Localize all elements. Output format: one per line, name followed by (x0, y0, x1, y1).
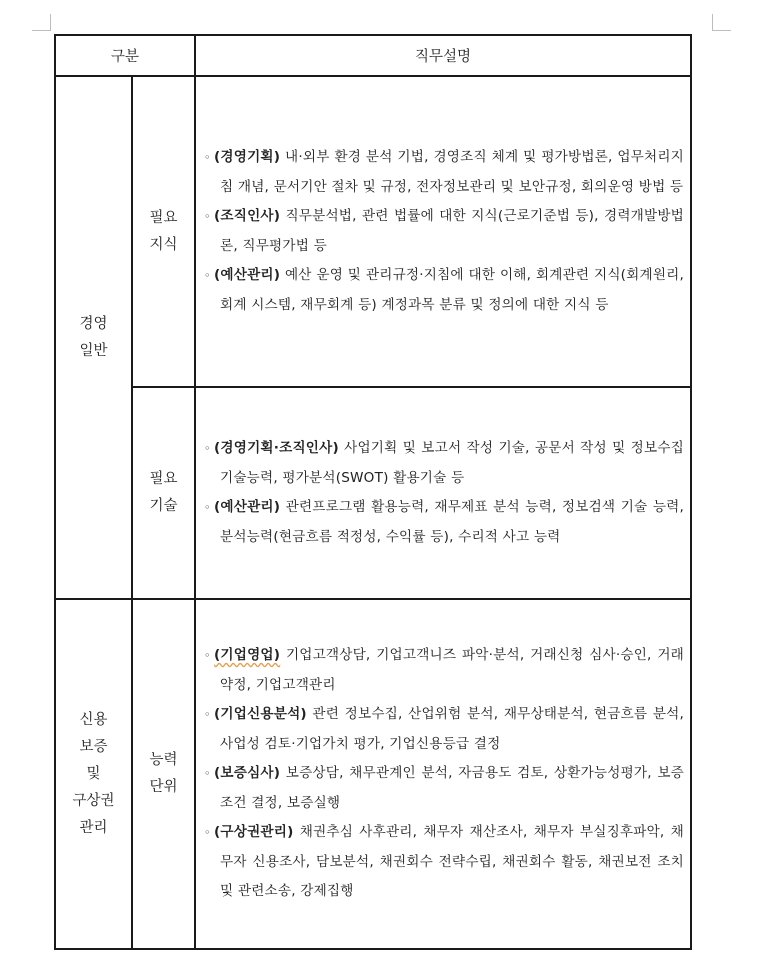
item-text: 관련프로그램 활용능력, 재무제표 분석 능력, 정보검색 기술 능력, 분석능력(현금흐름 적정성, 수익률 등), 수리적 사고 능력 (220, 499, 685, 545)
item-heading: (기업신용분석) (214, 706, 307, 723)
subcategory-text: 필요 (149, 209, 178, 226)
list-item (204, 759, 684, 818)
item-heading: (예산관리) (214, 267, 281, 283)
category-text: 경영 (79, 315, 108, 332)
item-text: 관련 정보수집, 산업위험 분석, 재무상태분석, 현금흐름 분석, 사업성 검토·기업가치 평가, 기업신용등급 결정 (220, 706, 685, 752)
bullet-icon: ◦ (204, 501, 211, 514)
item-text: 보증상담, 채무관계인 분석, 자금용도 검토, 상환가능성평가, 보증조건 결정, 보증실행 (220, 765, 685, 811)
subcategory-text: 단위 (149, 779, 178, 795)
category-cell-credit-guarantee (55, 599, 132, 949)
item-heading: (경영기획) (214, 149, 281, 165)
subcategory-text: 능력 (149, 752, 178, 768)
header-category: 구분 (55, 35, 195, 76)
category-cell-management (55, 76, 132, 599)
category-text: 및 (86, 765, 101, 782)
bullet-icon: ◦ (204, 649, 211, 663)
subcategory-text: 기술 (149, 498, 178, 514)
job-description-table (54, 34, 692, 950)
item-heading: (보증심사) (214, 765, 281, 782)
description-cell (195, 76, 691, 387)
list-item (204, 493, 684, 552)
item-heading: (기업영업) (214, 647, 281, 664)
header-description: 직무설명 (195, 35, 691, 76)
list-item (204, 261, 684, 320)
bullet-icon: ◦ (204, 151, 211, 164)
bullet-icon: ◦ (204, 708, 211, 722)
header-row (55, 35, 691, 76)
list-item (204, 641, 684, 700)
list-item (204, 143, 684, 202)
item-heading: (예산관리) (214, 499, 281, 515)
item-text: 예산 운영 및 관리규정·지침에 대한 이해, 회계관련 지식(회계원리, 회계 시스템, 재무회계 등) 계정과목 분류 및 정의에 대한 지식 등 (220, 267, 685, 313)
table-row (55, 387, 691, 599)
category-text: 구상권 (72, 792, 115, 809)
bullet-icon: ◦ (204, 210, 211, 223)
description-cell (195, 387, 691, 599)
item-text: 직무분석법, 관련 법률에 대한 지식(근로기준법 등), 경력개발방법론, 직무평가법 등 (220, 208, 685, 254)
table-row (55, 76, 691, 387)
item-heading: (구상권관리) (214, 824, 294, 841)
bullet-icon: ◦ (204, 442, 211, 455)
item-text: 기업고객상담, 기업고객니즈 파악·분석, 거래신청 심사·승인, 거래약정, 기업고객관리 (220, 647, 685, 693)
list-item (204, 434, 684, 493)
bullet-icon: ◦ (204, 269, 211, 282)
category-text: 관리 (79, 819, 108, 836)
item-heading: (경영기획·조직인사) (214, 440, 339, 456)
description-cell (195, 599, 691, 949)
subcategory-cell-competency-unit (132, 599, 195, 949)
subcategory-cell-skill (132, 387, 195, 599)
category-text: 보증 (79, 738, 108, 755)
list-item (204, 700, 684, 759)
bullet-icon: ◦ (204, 767, 211, 781)
category-text: 신용 (79, 711, 108, 728)
item-text: 채권추심 사후관리, 채무자 재산조사, 채무자 부실징후파악, 채무자 신용조사, 담보분석, 채권회수 전략수립, 채권회수 활동, 채권보전 조치 및 관련소송, 강제집행 (220, 824, 685, 900)
category-text: 일반 (79, 342, 108, 359)
list-item (204, 818, 684, 907)
crop-mark-top-right (712, 14, 731, 31)
subcategory-text: 필요 (149, 471, 178, 487)
table-row (55, 599, 691, 949)
subcategory-cell-knowledge (132, 76, 195, 387)
item-heading: (조직인사) (214, 208, 281, 224)
bullet-icon: ◦ (204, 826, 211, 840)
list-item (204, 202, 684, 261)
item-text: 사업기획 및 보고서 작성 기술, 공문서 작성 및 정보수집 기술능력, 평가분석(SWOT) 활용기술 등 (220, 440, 685, 486)
item-text: 내·외부 환경 분석 기법, 경영조직 체계 및 평가방법론, 업무처리지침 개념, 문서기안 절차 및 규정, 전자정보관리 및 보안규정, 회의운영 방법 등 (220, 149, 685, 195)
subcategory-text: 지식 (149, 236, 178, 253)
crop-mark-top-left (32, 14, 51, 31)
